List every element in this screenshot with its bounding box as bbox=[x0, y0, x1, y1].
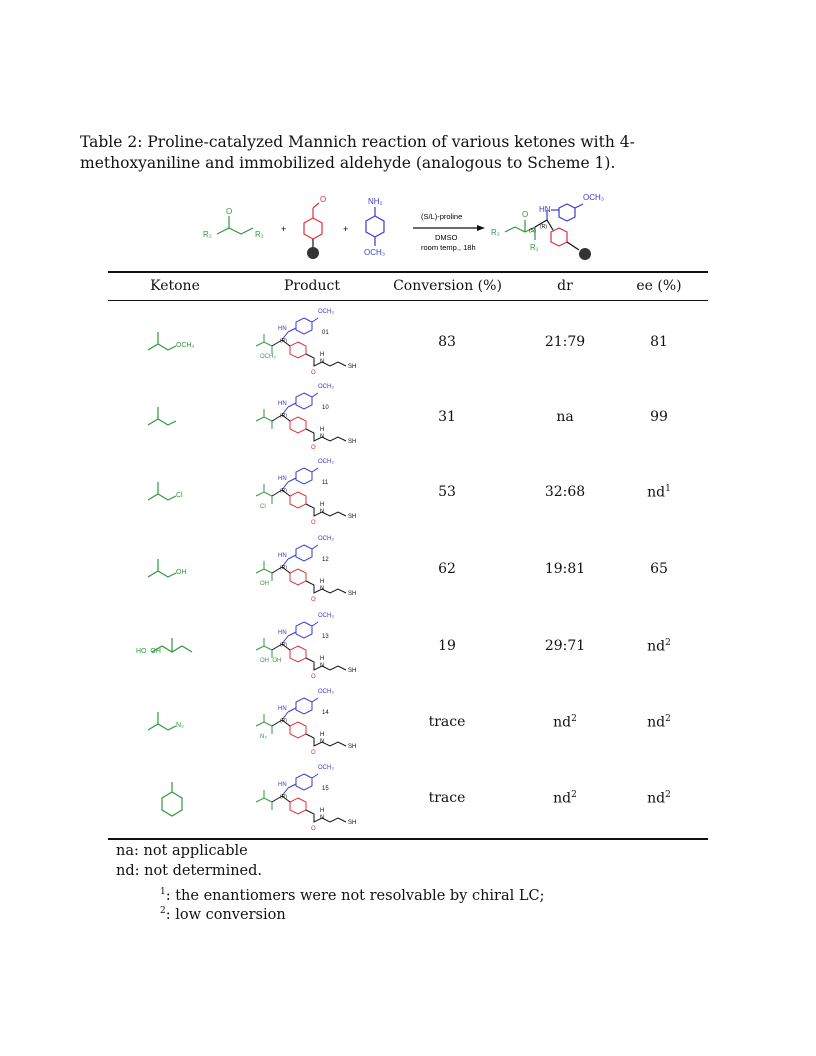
ee-cell-value: nd bbox=[647, 714, 666, 731]
ee-cell bbox=[604, 714, 714, 731]
product-structure bbox=[248, 764, 358, 834]
table-caption: Table 2: Proline-catalyzed Mannich reaction of various ketones with 4-methoxyaniline and immobilized aldehyde (analogous to Scheme 1). bbox=[80, 133, 635, 172]
product-structure bbox=[248, 383, 358, 453]
product-id: 10 bbox=[322, 405, 329, 411]
product-label-h: H bbox=[320, 656, 325, 662]
ee-cell-value: nd bbox=[647, 484, 666, 501]
product-s: (S) bbox=[529, 228, 536, 234]
product-structure bbox=[248, 688, 358, 758]
product-label-hn: HN bbox=[278, 326, 287, 332]
conversion-cell-value: 62 bbox=[438, 561, 456, 577]
ee-cell bbox=[604, 409, 714, 425]
ketone-substituent-label: HO OH bbox=[136, 648, 161, 655]
product-label-o: O bbox=[311, 445, 316, 451]
footnote-2 bbox=[160, 902, 286, 925]
product-label-o: O bbox=[311, 597, 316, 603]
product-label-n: N bbox=[320, 509, 325, 515]
product-label-hn: HN bbox=[278, 476, 287, 482]
product-substituent: OH OH bbox=[260, 658, 282, 664]
product-structure bbox=[248, 535, 358, 605]
aniline-och3: OCH₃ bbox=[364, 248, 386, 257]
ee-cell-value: 99 bbox=[650, 409, 668, 425]
product-label-r: (R) bbox=[280, 413, 287, 419]
dr-cell-value: na bbox=[556, 409, 574, 425]
product-label-och3: OCH₃ bbox=[318, 536, 334, 542]
product-structure bbox=[248, 458, 358, 528]
ee-cell bbox=[604, 561, 714, 577]
product-label-och3: OCH₃ bbox=[318, 384, 334, 390]
footnote-nd: nd: not determined. bbox=[116, 863, 263, 879]
product-r2: R₂ bbox=[491, 228, 500, 237]
ketone-structure bbox=[140, 547, 210, 587]
solvent-label: DMSO bbox=[435, 233, 458, 242]
conversion-cell-value: 83 bbox=[438, 334, 456, 350]
ee-cell-footnote-marker: 2 bbox=[665, 638, 671, 648]
product-id: 13 bbox=[322, 634, 329, 640]
product-label-o: O bbox=[311, 520, 316, 526]
product-label-o: O bbox=[311, 826, 316, 832]
ketone-reactant bbox=[217, 216, 253, 234]
product-substituent: Cl bbox=[260, 504, 266, 510]
ee-cell-footnote-marker: 2 bbox=[665, 790, 671, 800]
conversion-cell bbox=[392, 638, 502, 654]
dr-cell-value: nd bbox=[553, 790, 572, 807]
product-label-h: H bbox=[320, 732, 325, 738]
product-id: 12 bbox=[322, 557, 329, 563]
ee-cell-value: nd bbox=[647, 638, 666, 655]
product-label-n: N bbox=[320, 663, 325, 669]
header-ee: ee (%) bbox=[636, 278, 682, 294]
product-structure bbox=[248, 612, 358, 682]
conditions-label: room temp., 18h bbox=[421, 243, 476, 252]
product-label-sh: SH bbox=[348, 591, 357, 597]
product-label-hn: HN bbox=[278, 401, 287, 407]
bottom-rule bbox=[108, 838, 708, 840]
ketone-substituent-label: N₃ bbox=[176, 722, 184, 729]
header-product: Product bbox=[284, 278, 340, 294]
scheme-r2: R₂ bbox=[203, 230, 212, 239]
product-label-hn: HN bbox=[278, 782, 287, 788]
product-label-och3: OCH₃ bbox=[318, 309, 334, 315]
product-label-h: H bbox=[320, 427, 325, 433]
product-hn: HN bbox=[539, 205, 551, 214]
scheme-r1: R₁ bbox=[255, 230, 264, 239]
dr-cell-value: 19:81 bbox=[544, 561, 586, 577]
ketone-structure bbox=[140, 776, 210, 816]
conversion-cell-value: trace bbox=[428, 790, 466, 806]
dr-cell-value: 29:71 bbox=[544, 638, 586, 654]
aldehyde-o: O bbox=[320, 195, 327, 204]
header-conversion: Conversion (%) bbox=[393, 278, 502, 294]
product-och3: OCH₃ bbox=[583, 193, 605, 202]
conversion-cell-value: 31 bbox=[438, 409, 456, 425]
product-label-sh: SH bbox=[348, 668, 357, 674]
product-label-r: (R) bbox=[280, 338, 287, 344]
product-id: 14 bbox=[322, 710, 329, 716]
product-label-o: O bbox=[311, 750, 316, 756]
ee-cell-footnote-marker: 1 bbox=[665, 484, 671, 494]
footnote-2-marker: 2 bbox=[160, 906, 166, 916]
header-dr: dr bbox=[557, 278, 573, 294]
product-label-och3: OCH₃ bbox=[318, 613, 334, 619]
product-label-r: (R) bbox=[280, 794, 287, 800]
aniline-reactant bbox=[366, 207, 384, 246]
product-label-sh: SH bbox=[348, 364, 357, 370]
product-label-sh: SH bbox=[348, 820, 357, 826]
product-label-hn: HN bbox=[278, 553, 287, 559]
ee-cell-footnote-marker: 2 bbox=[665, 714, 671, 724]
footnote-1-marker: 1 bbox=[160, 887, 166, 897]
plus-sign-2: + bbox=[343, 224, 349, 234]
product-label-n: N bbox=[320, 815, 325, 821]
product-id: 01 bbox=[322, 330, 329, 336]
product-label-n: N bbox=[320, 359, 325, 365]
aniline-nh2: NH₂ bbox=[368, 197, 383, 206]
dr-cell-value: nd bbox=[553, 714, 572, 731]
top-rule bbox=[108, 271, 708, 273]
ketone-substituent-label: Cl bbox=[176, 492, 183, 499]
conversion-cell bbox=[392, 334, 502, 350]
product-label-sh: SH bbox=[348, 744, 357, 750]
ketone-substituent-label: OCH₃ bbox=[176, 342, 195, 349]
ketone-structure bbox=[140, 470, 210, 510]
product-label-hn: HN bbox=[278, 630, 287, 636]
product-label-r: (R) bbox=[280, 642, 287, 648]
footnote-2-text: : low conversion bbox=[165, 906, 286, 923]
conversion-cell bbox=[392, 409, 502, 425]
conversion-cell bbox=[392, 484, 502, 500]
reagent-label: (S/L)-proline bbox=[421, 212, 463, 221]
reaction-scheme bbox=[195, 190, 635, 270]
product-substituent: OCH₃ bbox=[260, 354, 276, 360]
aldehyde-reactant bbox=[304, 203, 322, 239]
product-label-o: O bbox=[311, 674, 316, 680]
ee-cell bbox=[604, 638, 714, 655]
product-substituent: N₃ bbox=[260, 734, 267, 740]
product-label-hn: HN bbox=[278, 706, 287, 712]
plus-sign-1: + bbox=[281, 224, 287, 234]
product-resin-bead-icon bbox=[579, 248, 591, 260]
product-r: (R) bbox=[540, 224, 547, 230]
footnote-na: na: not applicable bbox=[116, 843, 248, 859]
product-label-r: (R) bbox=[280, 718, 287, 724]
scheme-ketone-o: O bbox=[226, 207, 233, 216]
ketone-structure bbox=[140, 700, 210, 740]
conversion-cell-value: 53 bbox=[438, 484, 456, 500]
dr-cell-value: 21:79 bbox=[544, 334, 586, 350]
header-rule bbox=[108, 300, 708, 301]
ee-cell-value: nd bbox=[647, 790, 666, 807]
ketone-structure bbox=[140, 395, 210, 435]
product-label-och3: OCH₃ bbox=[318, 689, 334, 695]
header-ketone: Ketone bbox=[150, 278, 200, 294]
ee-cell bbox=[604, 790, 714, 807]
dr-cell-footnote-marker: 2 bbox=[571, 790, 577, 800]
conversion-cell bbox=[392, 790, 502, 806]
product-label-h: H bbox=[320, 352, 325, 358]
product-structure bbox=[248, 308, 358, 378]
resin-bead-icon bbox=[307, 247, 319, 259]
product-label-och3: OCH₃ bbox=[318, 765, 334, 771]
product-label-o: O bbox=[311, 370, 316, 376]
product-label-sh: SH bbox=[348, 439, 357, 445]
product-label-h: H bbox=[320, 579, 325, 585]
footnote-1-text: : the enantiomers were not resolvable by chiral LC; bbox=[165, 887, 545, 904]
product-r1: R₁ bbox=[530, 243, 539, 252]
product-label-n: N bbox=[320, 739, 325, 745]
conversion-cell-value: trace bbox=[428, 714, 466, 730]
ketone-structure bbox=[140, 320, 210, 360]
product-id: 15 bbox=[322, 786, 329, 792]
ee-cell bbox=[604, 334, 714, 350]
product-label-n: N bbox=[320, 586, 325, 592]
product-substituent: OH bbox=[260, 581, 269, 587]
conversion-cell bbox=[392, 714, 502, 730]
conversion-cell-value: 19 bbox=[438, 638, 456, 654]
ketone-substituent-label: OH bbox=[176, 569, 187, 576]
ketone-structure bbox=[136, 624, 210, 664]
product-label-h: H bbox=[320, 502, 325, 508]
conversion-cell bbox=[392, 561, 502, 577]
product-label-r: (R) bbox=[280, 565, 287, 571]
dr-cell-value: 32:68 bbox=[544, 484, 586, 500]
ee-cell bbox=[604, 484, 714, 501]
product-o: O bbox=[522, 210, 529, 219]
product-label-h: H bbox=[320, 808, 325, 814]
ee-cell-value: 65 bbox=[650, 561, 668, 577]
product-label-n: N bbox=[320, 434, 325, 440]
dr-cell-footnote-marker: 2 bbox=[571, 714, 577, 724]
product-label-sh: SH bbox=[348, 514, 357, 520]
ee-cell-value: 81 bbox=[650, 334, 668, 350]
product-label-r: (R) bbox=[280, 488, 287, 494]
product-id: 11 bbox=[322, 480, 329, 486]
product-label-och3: OCH₃ bbox=[318, 459, 334, 465]
